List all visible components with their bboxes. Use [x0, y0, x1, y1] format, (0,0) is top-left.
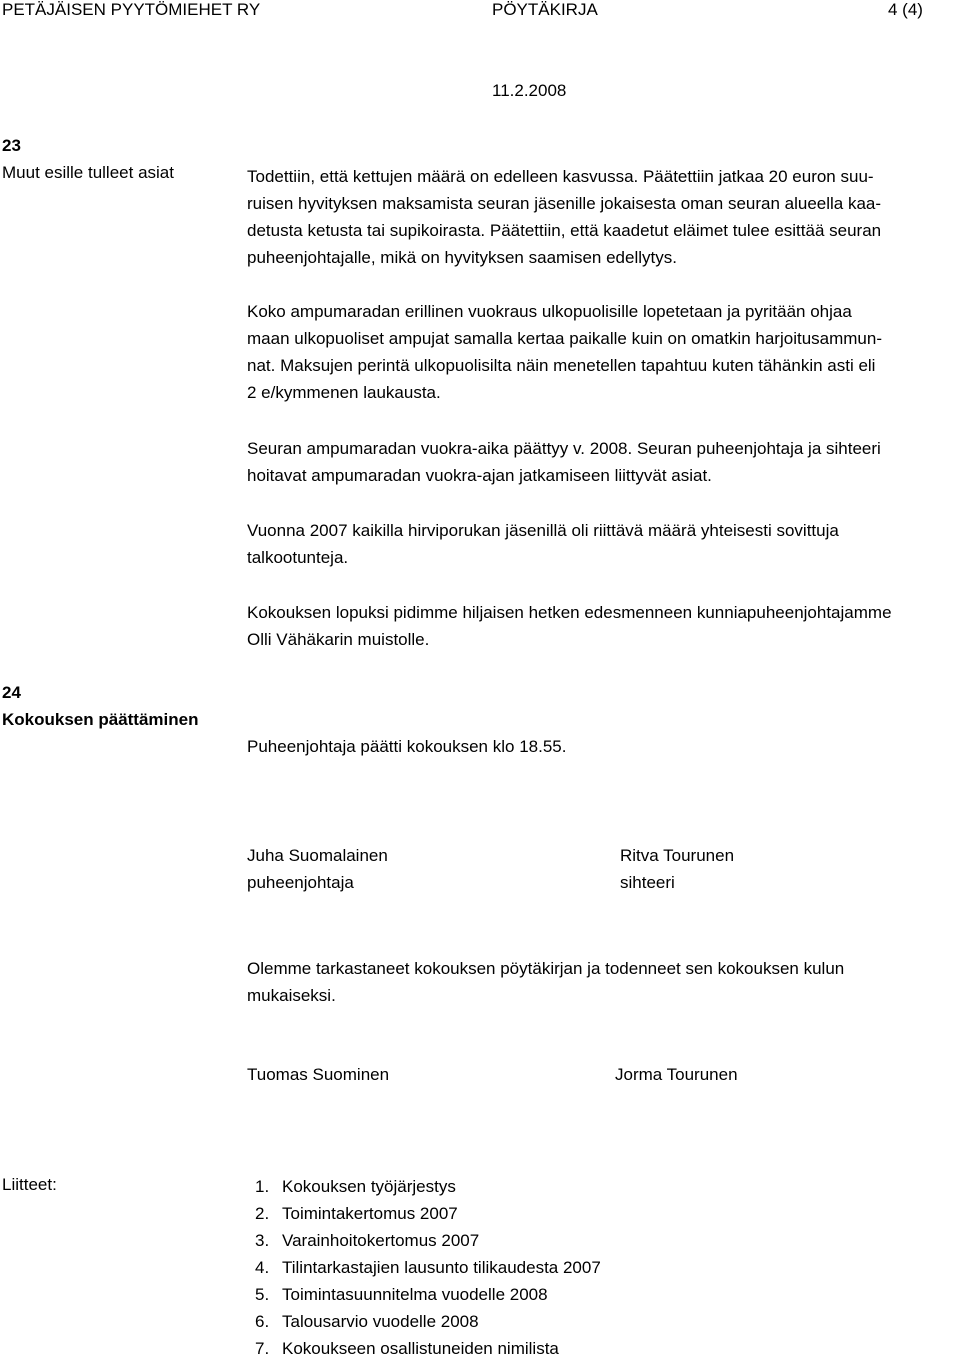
list-item [255, 1200, 601, 1227]
text-line: maan ulkopuoliset ampujat samalla kertaa paikalle kuin on omatkin harjoitusammun- [247, 329, 882, 348]
section-number: 23 [2, 136, 21, 155]
list-item [255, 1173, 601, 1200]
list-item [255, 1254, 601, 1281]
list-number: 6. [255, 1312, 270, 1331]
text-line: Seuran ampumaradan vuokra-aika päättyy v. 2008. Seuran puheenjohtaja ja sihteeri [247, 439, 881, 458]
secretary-role: sihteeri [620, 873, 675, 892]
list-number: 1. [255, 1177, 270, 1196]
list-item [255, 1335, 601, 1362]
section-number: 24 [2, 683, 21, 702]
paragraph: Puheenjohtaja päätti kokouksen klo 18.55. [247, 737, 567, 756]
text-line: talkootunteja. [247, 548, 349, 567]
text-line: 2 e/kymmenen laukausta. [247, 383, 441, 402]
attachments-list [255, 1173, 601, 1362]
page-number: 4 (4) [888, 0, 923, 19]
chair-name: Juha Suomalainen [247, 846, 388, 865]
list-text: Talousarvio vuodelle 2008 [282, 1312, 479, 1331]
text-line: Kokouksen lopuksi pidimme hiljaisen hetken edesmenneen kunniapuheenjohtajamme [247, 603, 892, 622]
attachments-label: Liitteet: [2, 1175, 57, 1194]
list-number: 7. [255, 1339, 270, 1358]
list-number: 4. [255, 1258, 270, 1277]
text-line: Todettiin, että kettujen määrä on edelleen kasvussa. Päätettiin jatkaa 20 euron suu- [247, 167, 874, 186]
text-line: Vuonna 2007 kaikilla hirviporukan jäsenillä oli riittävä määrä yhteisesti sovittuja [247, 521, 839, 540]
list-number: 2. [255, 1204, 270, 1223]
organization-name: PETÄJÄISEN PYYTÖMIEHET RY [2, 0, 261, 19]
list-number: 5. [255, 1285, 270, 1304]
secretary-name: Ritva Tourunen [620, 846, 735, 865]
text-line: hoitavat ampumaradan vuokra-ajan jatkamiseen liittyvät asiat. [247, 466, 712, 485]
list-text: Kokouksen työjärjestys [282, 1177, 456, 1196]
text-line: Olli Vähäkarin muistolle. [247, 630, 430, 649]
reviewer-name: Tuomas Suominen [247, 1065, 390, 1084]
text-line: mukaiseksi. [247, 986, 336, 1005]
list-text: Varainhoitokertomus 2007 [282, 1231, 480, 1250]
review-statement [247, 955, 844, 1009]
text-line: Koko ampumaradan erillinen vuokraus ulkopuolisille lopetetaan ja pyritään ohjaa [247, 302, 852, 321]
list-number: 3. [255, 1231, 270, 1250]
text-line: nat. Maksujen perintä ulkopuolisilta näin menetellen tapahtuu kuten tähänkin asti eli [247, 356, 876, 375]
text-line: ruisen hyvityksen maksamista seuran jäsenille jokaisesta oman seuran alueella kaa- [247, 194, 882, 213]
section-title: Kokouksen päättäminen [2, 710, 199, 729]
list-text: Toimintasuunnitelma vuodelle 2008 [282, 1285, 548, 1304]
list-item [255, 1308, 601, 1335]
list-item [255, 1281, 601, 1308]
paragraph [247, 163, 881, 271]
list-item [255, 1227, 601, 1254]
reviewer-name: Jorma Tourunen [615, 1065, 738, 1084]
text-line: Olemme tarkastaneet kokouksen pöytäkirjan ja todenneet sen kokouksen kulun [247, 959, 845, 978]
meeting-date: 11.2.2008 [492, 81, 567, 100]
list-text: Tilintarkastajien lausunto tilikaudesta 2007 [282, 1258, 601, 1277]
paragraph [247, 435, 881, 489]
text-line: detusta ketusta tai supikoirasta. Päätettiin, että kaadetut eläimet tulee esittää seuran [247, 221, 882, 240]
document-type: PÖYTÄKIRJA [492, 0, 598, 19]
list-text: Kokoukseen osallistuneiden nimilista [282, 1339, 559, 1358]
paragraph [247, 599, 892, 653]
section-title: Muut esille tulleet asiat [2, 163, 174, 182]
paragraph [247, 517, 839, 571]
paragraph [247, 298, 882, 406]
text-line: puheenjohtajalle, mikä on hyvityksen saamisen edellytys. [247, 248, 677, 267]
chair-role: puheenjohtaja [247, 873, 354, 892]
list-text: Toimintakertomus 2007 [282, 1204, 458, 1223]
